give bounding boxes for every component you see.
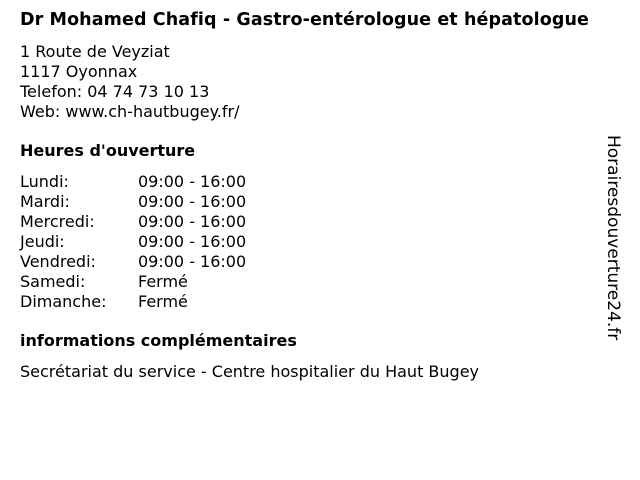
day-hours: 09:00 - 16:00 [138, 172, 247, 191]
hours-row-sunday [20, 292, 605, 312]
street-address: 1 Route de Veyziat [20, 42, 170, 61]
day-hours: 09:00 - 16:00 [138, 232, 247, 251]
day-hours: Fermé [138, 272, 188, 291]
day-hours: 09:00 - 16:00 [138, 212, 247, 231]
additional-info-text: Secrétariat du service - Centre hospitalier du Haut Bugey [20, 362, 480, 381]
address-block [20, 42, 605, 122]
website: Web: www.ch-hautbugey.fr/ [20, 102, 240, 121]
day-hours: 09:00 - 16:00 [138, 192, 247, 211]
day-label: Vendredi: [20, 252, 96, 271]
hours-row-monday [20, 172, 605, 192]
day-hours: 09:00 - 16:00 [138, 252, 247, 271]
opening-hours-heading: Heures d'ouverture [20, 141, 196, 160]
day-label: Dimanche: [20, 292, 107, 311]
hours-row-wednesday [20, 212, 605, 232]
opening-hours-table [20, 172, 605, 312]
site-watermark: Horairesdouverture24.fr [603, 135, 623, 341]
hours-row-saturday [20, 272, 605, 292]
hours-row-tuesday [20, 192, 605, 212]
hours-row-thursday [20, 232, 605, 252]
day-label: Jeudi: [20, 232, 65, 251]
phone-number: Telefon: 04 74 73 10 13 [20, 82, 210, 101]
day-label: Samedi: [20, 272, 86, 291]
listing-card [20, 10, 605, 382]
day-label: Lundi: [20, 172, 69, 191]
day-label: Mardi: [20, 192, 70, 211]
page-title: Dr Mohamed Chafiq - Gastro-entérologue et hépatologue [20, 10, 589, 30]
hours-row-friday [20, 252, 605, 272]
city-address: 1117 Oyonnax [20, 62, 138, 81]
day-label: Mercredi: [20, 212, 95, 231]
additional-info-heading: informations complémentaires [20, 331, 297, 350]
day-hours: Fermé [138, 292, 188, 311]
